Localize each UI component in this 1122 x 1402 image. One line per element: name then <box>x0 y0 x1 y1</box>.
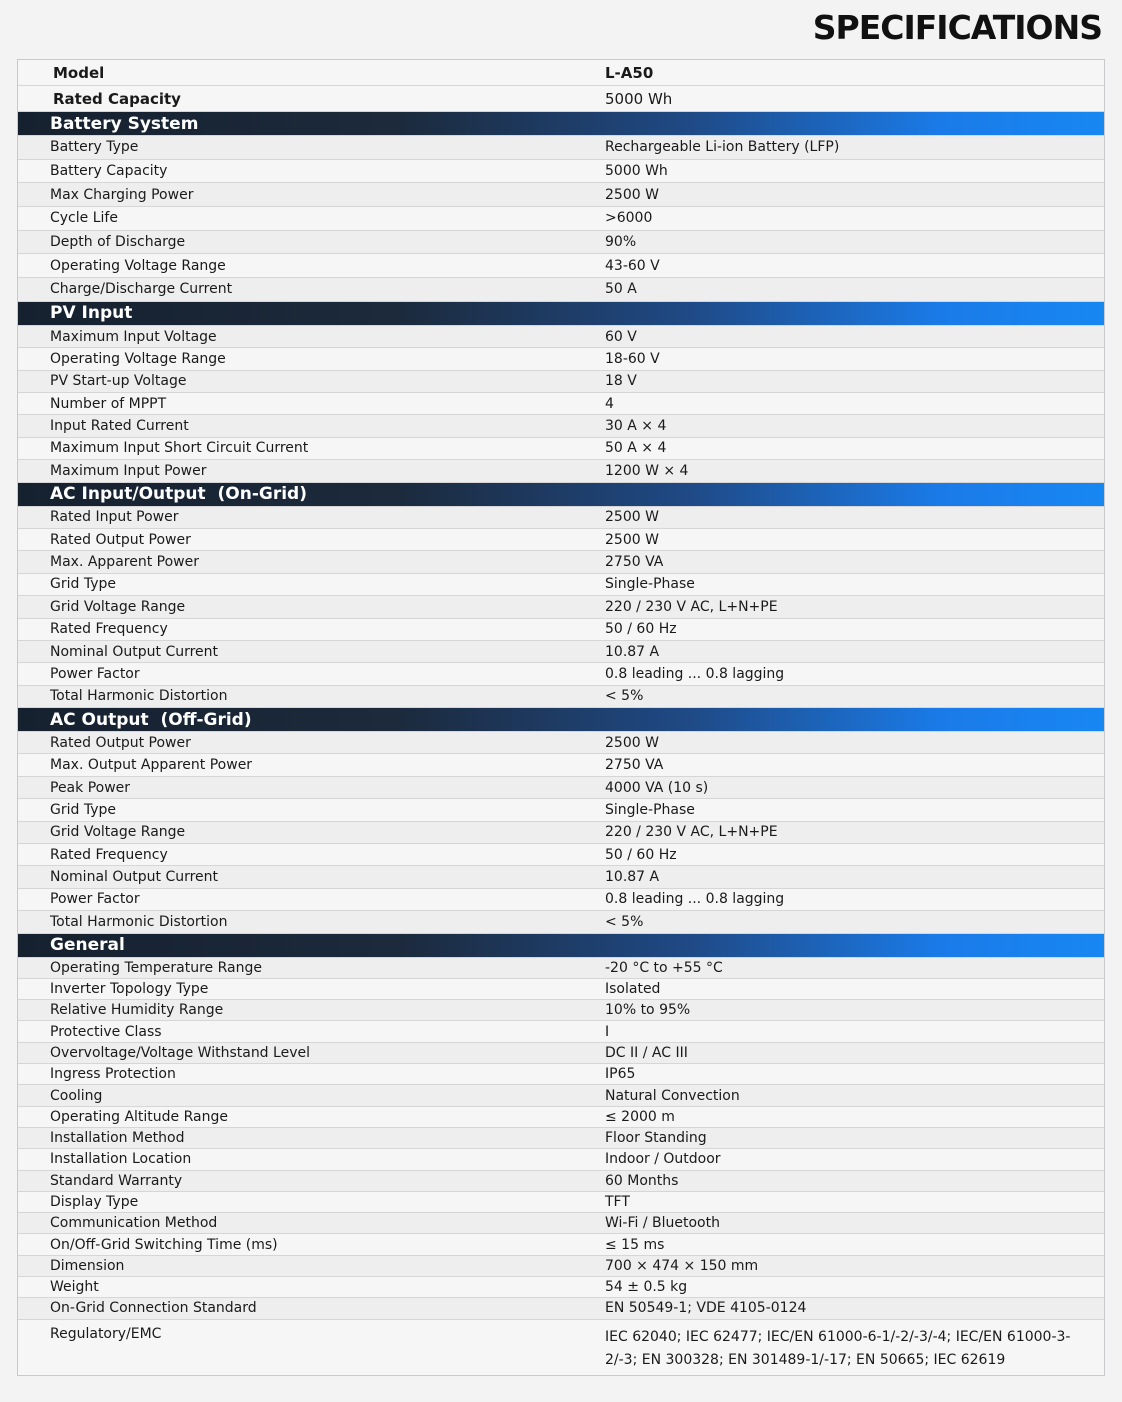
section-header-ac-off-grid: AC Output (Off-Grid) <box>18 708 1104 732</box>
spec-row <box>18 348 1104 370</box>
spec-label: Input Rated Current <box>50 418 189 435</box>
spec-label: Battery Type <box>50 139 139 156</box>
spec-value: Single-Phase <box>605 801 695 818</box>
spec-row <box>18 866 1104 888</box>
spec-label: Regulatory/EMC <box>50 1325 162 1342</box>
spec-row <box>18 551 1104 573</box>
spec-row <box>18 231 1104 255</box>
section-header-general: General <box>18 934 1104 958</box>
spec-value: 2500 W <box>605 734 659 751</box>
spec-row <box>18 415 1104 437</box>
spec-label: Total Harmonic Distortion <box>50 688 228 705</box>
spec-value: 10.87 A <box>605 869 660 886</box>
spec-value: Indoor / Outdoor <box>605 1151 721 1168</box>
spec-label: Cycle Life <box>50 210 118 227</box>
spec-label: Installation Location <box>50 1151 192 1168</box>
spec-row <box>18 1320 1104 1375</box>
spec-value: 2500 W <box>605 186 659 203</box>
spec-label: Communication Method <box>50 1215 218 1232</box>
spec-label: Power Factor <box>50 891 140 908</box>
spec-value: 60 V <box>605 328 637 345</box>
spec-row <box>18 1128 1104 1149</box>
spec-value: 50 / 60 Hz <box>605 621 677 638</box>
spec-row <box>18 1171 1104 1192</box>
spec-row <box>18 958 1104 979</box>
spec-label: Rated Capacity <box>53 89 181 108</box>
spec-value: I <box>605 1023 610 1040</box>
spec-label: Number of MPPT <box>50 395 167 412</box>
spec-value: 10% to 95% <box>605 1002 691 1019</box>
spec-value: 50 A <box>605 281 637 298</box>
page-title: SPECIFICATIONS <box>812 8 1102 47</box>
spec-row <box>18 183 1104 207</box>
spec-label: Cooling <box>50 1087 103 1104</box>
spec-row <box>18 1192 1104 1213</box>
spec-label: Weight <box>50 1279 99 1296</box>
spec-value: IEC 62040; IEC 62477; IEC/EN 61000-6-1/-2/-3/-4; IEC/EN 61000-3-2/-3; EN 300328; EN 301489-1/-17; EN 50665; IEC 62619 <box>605 1328 1071 1368</box>
spec-row <box>18 663 1104 685</box>
spec-row <box>18 686 1104 708</box>
spec-label: Inverter Topology Type <box>50 981 209 998</box>
spec-value: Natural Convection <box>605 1087 740 1104</box>
spec-value: 2750 VA <box>605 554 664 571</box>
spec-label: Operating Voltage Range <box>50 257 226 274</box>
spec-value: 2750 VA <box>605 757 664 774</box>
spec-value: 54 ± 0.5 kg <box>605 1279 688 1296</box>
spec-row <box>18 777 1104 799</box>
spec-row <box>18 574 1104 596</box>
spec-value: 43-60 V <box>605 257 660 274</box>
spec-value: 1200 W × 4 <box>605 462 689 479</box>
spec-value: 90% <box>605 234 637 251</box>
spec-label: On-Grid Connection Standard <box>50 1300 257 1317</box>
spec-label: Peak Power <box>50 779 131 796</box>
spec-row <box>18 371 1104 393</box>
spec-label: Operating Voltage Range <box>50 350 226 367</box>
spec-value: Rechargeable Li-ion Battery (LFP) <box>605 139 840 156</box>
spec-label: Rated Frequency <box>50 621 168 638</box>
spec-label: On/Off-Grid Switching Time (ms) <box>50 1236 278 1253</box>
spec-row <box>18 326 1104 348</box>
section-header-ac-on-grid: AC Input/Output (On-Grid) <box>18 483 1104 507</box>
spec-row <box>18 278 1104 302</box>
spec-label: Rated Frequency <box>50 846 168 863</box>
spec-row <box>18 1021 1104 1042</box>
spec-row <box>18 460 1104 482</box>
spec-row <box>18 1298 1104 1319</box>
spec-row <box>18 438 1104 460</box>
spec-row <box>18 1085 1104 1106</box>
spec-row <box>18 254 1104 278</box>
spec-row <box>18 207 1104 231</box>
spec-label: Charge/Discharge Current <box>50 281 233 298</box>
spec-value: Floor Standing <box>605 1130 707 1147</box>
spec-label: Ingress Protection <box>50 1066 176 1083</box>
spec-value: 0.8 leading ... 0.8 lagging <box>605 891 785 908</box>
spec-row <box>18 1107 1104 1128</box>
spec-value: TFT <box>605 1193 630 1210</box>
spec-row <box>18 619 1104 641</box>
spec-value: 5000 Wh <box>605 163 668 180</box>
spec-label: Standard Warranty <box>50 1172 183 1189</box>
spec-value: Isolated <box>605 981 661 998</box>
spec-value: 60 Months <box>605 1172 679 1189</box>
spec-label: Rated Output Power <box>50 734 191 751</box>
spec-label: Total Harmonic Distortion <box>50 913 228 930</box>
spec-value: 18-60 V <box>605 350 660 367</box>
spec-row <box>18 1213 1104 1234</box>
spec-label: Operating Altitude Range <box>50 1108 228 1125</box>
spec-value: EN 50549-1; VDE 4105-0124 <box>605 1300 807 1317</box>
spec-label: Max Charging Power <box>50 186 194 203</box>
spec-label: Rated Output Power <box>50 531 191 548</box>
section-header-battery-system: Battery System <box>18 112 1104 136</box>
spec-row <box>18 596 1104 618</box>
spec-label: Protective Class <box>50 1023 162 1040</box>
spec-label: Nominal Output Current <box>50 643 219 660</box>
spec-value: IP65 <box>605 1066 636 1083</box>
spec-value: >6000 <box>605 210 653 227</box>
spec-row <box>18 641 1104 663</box>
spec-value: 2500 W <box>605 509 659 526</box>
spec-value: Wi-Fi / Bluetooth <box>605 1215 720 1232</box>
spec-row <box>18 979 1104 1000</box>
spec-value: -20 °C to +55 °C <box>605 959 723 976</box>
spec-row <box>18 844 1104 866</box>
spec-label: Battery Capacity <box>50 163 168 180</box>
spec-label: Dimension <box>50 1257 125 1274</box>
spec-label: Maximum Input Power <box>50 462 207 479</box>
spec-label: Maximum Input Voltage <box>50 328 217 345</box>
spec-label: Grid Type <box>50 801 116 818</box>
model-row <box>18 60 1104 86</box>
spec-table <box>17 59 1105 1376</box>
spec-value: ≤ 2000 m <box>605 1108 675 1125</box>
spec-row <box>18 1234 1104 1255</box>
spec-label: PV Start-up Voltage <box>50 373 187 390</box>
spec-row <box>18 732 1104 754</box>
spec-row <box>18 1043 1104 1064</box>
spec-value: 5000 Wh <box>605 89 673 108</box>
spec-label: Overvoltage/Voltage Withstand Level <box>50 1044 310 1061</box>
spec-value: ≤ 15 ms <box>605 1236 665 1253</box>
spec-row <box>18 1149 1104 1170</box>
spec-label: Grid Voltage Range <box>50 598 186 615</box>
spec-value: 18 V <box>605 373 637 390</box>
spec-label: Max. Apparent Power <box>50 554 199 571</box>
spec-row <box>18 1256 1104 1277</box>
spec-label: Relative Humidity Range <box>50 1002 224 1019</box>
spec-label: Grid Type <box>50 576 116 593</box>
spec-value: 220 / 230 V AC, L+N+PE <box>605 598 778 615</box>
spec-row <box>18 1064 1104 1085</box>
spec-label: Operating Temperature Range <box>50 959 262 976</box>
spec-label: Power Factor <box>50 665 140 682</box>
spec-value: 30 A × 4 <box>605 418 667 435</box>
spec-label: Model <box>53 63 105 82</box>
spec-label: Grid Voltage Range <box>50 824 186 841</box>
spec-value: 4 <box>605 395 614 412</box>
spec-value: 10.87 A <box>605 643 660 660</box>
spec-value: < 5% <box>605 913 644 930</box>
spec-value: 4000 VA (10 s) <box>605 779 709 796</box>
spec-value: DC II / AC III <box>605 1044 688 1061</box>
spec-value: L-A50 <box>605 63 654 82</box>
spec-label: Max. Output Apparent Power <box>50 757 253 774</box>
spec-row <box>18 1277 1104 1298</box>
spec-label: Nominal Output Current <box>50 869 219 886</box>
section-header-pv-input: PV Input <box>18 302 1104 326</box>
spec-label: Maximum Input Short Circuit Current <box>50 440 309 457</box>
spec-value: < 5% <box>605 688 644 705</box>
spec-value: 0.8 leading ... 0.8 lagging <box>605 665 785 682</box>
spec-value: 700 × 474 × 150 mm <box>605 1257 759 1274</box>
spec-row <box>18 889 1104 911</box>
spec-value: Single-Phase <box>605 576 695 593</box>
rated-capacity-row <box>18 86 1104 112</box>
spec-label: Depth of Discharge <box>50 234 186 251</box>
spec-value: 220 / 230 V AC, L+N+PE <box>605 824 778 841</box>
spec-value: 2500 W <box>605 531 659 548</box>
spec-label: Rated Input Power <box>50 509 179 526</box>
spec-row <box>18 822 1104 844</box>
spec-label: Installation Method <box>50 1130 185 1147</box>
spec-row <box>18 754 1104 776</box>
spec-label: Display Type <box>50 1193 139 1210</box>
spec-value: 50 / 60 Hz <box>605 846 677 863</box>
spec-row <box>18 799 1104 821</box>
spec-row <box>18 1000 1104 1021</box>
spec-row <box>18 160 1104 184</box>
spec-row <box>18 393 1104 415</box>
spec-value: 50 A × 4 <box>605 440 667 457</box>
spec-row <box>18 911 1104 933</box>
spec-row <box>18 529 1104 551</box>
spec-row <box>18 507 1104 529</box>
spec-row <box>18 136 1104 160</box>
